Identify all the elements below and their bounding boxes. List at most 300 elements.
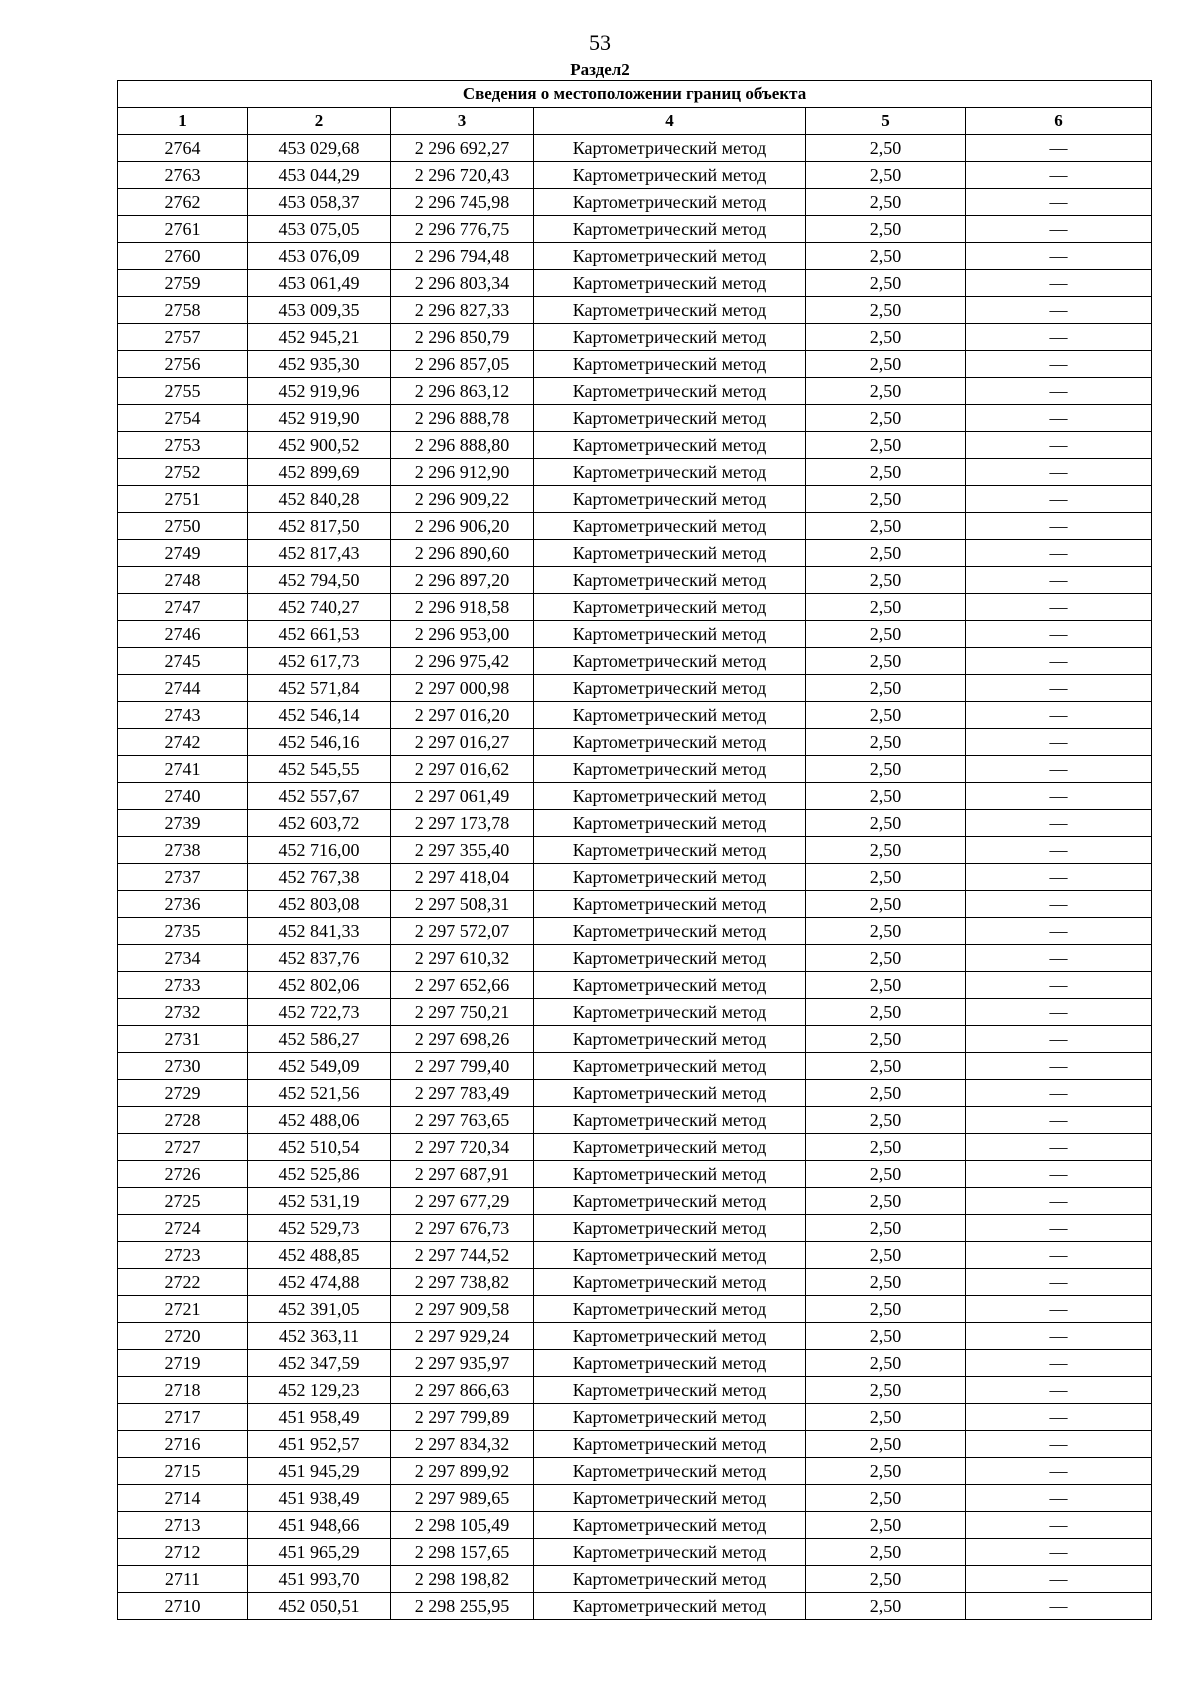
table-row — [118, 1242, 1152, 1269]
accuracy-cell: 2,50 — [806, 1431, 966, 1458]
accuracy-cell: 2,50 — [806, 1215, 966, 1242]
x-coordinate-cell: 452 488,85 — [248, 1242, 391, 1269]
method-cell: Картометрический метод — [534, 1539, 806, 1566]
accuracy-cell: 2,50 — [806, 702, 966, 729]
x-coordinate-cell: 452 347,59 — [248, 1350, 391, 1377]
point-number-cell: 2751 — [118, 486, 248, 513]
table-row — [118, 513, 1152, 540]
description-cell: — — [966, 1323, 1152, 1350]
accuracy-cell: 2,50 — [806, 1161, 966, 1188]
point-number-cell: 2721 — [118, 1296, 248, 1323]
point-number-cell: 2763 — [118, 162, 248, 189]
description-cell: — — [966, 1566, 1152, 1593]
accuracy-cell: 2,50 — [806, 1512, 966, 1539]
point-number-cell: 2722 — [118, 1269, 248, 1296]
method-cell: Картометрический метод — [534, 1323, 806, 1350]
accuracy-cell: 2,50 — [806, 1485, 966, 1512]
description-cell: — — [966, 729, 1152, 756]
accuracy-cell: 2,50 — [806, 162, 966, 189]
accuracy-cell: 2,50 — [806, 945, 966, 972]
description-cell: — — [966, 486, 1152, 513]
accuracy-cell: 2,50 — [806, 648, 966, 675]
accuracy-cell: 2,50 — [806, 729, 966, 756]
method-cell: Картометрический метод — [534, 810, 806, 837]
y-coordinate-cell: 2 296 720,43 — [391, 162, 534, 189]
y-coordinate-cell: 2 297 989,65 — [391, 1485, 534, 1512]
y-coordinate-cell: 2 296 906,20 — [391, 513, 534, 540]
method-cell: Картометрический метод — [534, 1053, 806, 1080]
page-number: 53 — [589, 30, 611, 55]
x-coordinate-cell: 452 521,56 — [248, 1080, 391, 1107]
accuracy-cell: 2,50 — [806, 324, 966, 351]
description-cell: — — [966, 891, 1152, 918]
accuracy-cell: 2,50 — [806, 1080, 966, 1107]
x-coordinate-cell: 453 061,49 — [248, 270, 391, 297]
description-cell: — — [966, 1404, 1152, 1431]
x-coordinate-cell: 452 661,53 — [248, 621, 391, 648]
method-cell: Картометрический метод — [534, 675, 806, 702]
table-row — [118, 135, 1152, 162]
accuracy-cell: 2,50 — [806, 1593, 966, 1620]
x-coordinate-cell: 453 044,29 — [248, 162, 391, 189]
point-number-cell: 2732 — [118, 999, 248, 1026]
description-cell: — — [966, 918, 1152, 945]
x-coordinate-cell: 453 009,35 — [248, 297, 391, 324]
y-coordinate-cell: 2 297 866,63 — [391, 1377, 534, 1404]
point-number-cell: 2714 — [118, 1485, 248, 1512]
y-coordinate-cell: 2 296 863,12 — [391, 378, 534, 405]
accuracy-cell: 2,50 — [806, 1269, 966, 1296]
method-cell: Картометрический метод — [534, 1188, 806, 1215]
point-number-cell: 2761 — [118, 216, 248, 243]
description-cell: — — [966, 1080, 1152, 1107]
x-coordinate-cell: 452 363,11 — [248, 1323, 391, 1350]
method-cell: Картометрический метод — [534, 297, 806, 324]
method-cell: Картометрический метод — [534, 1161, 806, 1188]
method-cell: Картометрический метод — [534, 243, 806, 270]
accuracy-cell: 2,50 — [806, 1026, 966, 1053]
method-cell: Картометрический метод — [534, 486, 806, 513]
table-row — [118, 1215, 1152, 1242]
x-coordinate-cell: 451 945,29 — [248, 1458, 391, 1485]
description-cell: — — [966, 1296, 1152, 1323]
description-cell: — — [966, 1242, 1152, 1269]
method-cell: Картометрический метод — [534, 189, 806, 216]
accuracy-cell: 2,50 — [806, 1107, 966, 1134]
point-number-cell: 2753 — [118, 432, 248, 459]
y-coordinate-cell: 2 296 909,22 — [391, 486, 534, 513]
description-cell: — — [966, 324, 1152, 351]
y-coordinate-cell: 2 297 720,34 — [391, 1134, 534, 1161]
y-coordinate-cell: 2 297 016,62 — [391, 756, 534, 783]
table-row — [118, 1431, 1152, 1458]
table-row — [118, 351, 1152, 378]
table-row — [118, 999, 1152, 1026]
y-coordinate-cell: 2 296 890,60 — [391, 540, 534, 567]
accuracy-cell: 2,50 — [806, 459, 966, 486]
x-coordinate-cell: 452 802,06 — [248, 972, 391, 999]
description-cell: — — [966, 864, 1152, 891]
table-row — [118, 540, 1152, 567]
x-coordinate-cell: 452 603,72 — [248, 810, 391, 837]
method-cell: Картометрический метод — [534, 1512, 806, 1539]
y-coordinate-cell: 2 296 857,05 — [391, 351, 534, 378]
method-cell: Картометрический метод — [534, 459, 806, 486]
description-cell: — — [966, 270, 1152, 297]
description-cell: — — [966, 756, 1152, 783]
table-row — [118, 459, 1152, 486]
x-coordinate-cell: 452 722,73 — [248, 999, 391, 1026]
table-row — [118, 621, 1152, 648]
description-cell: — — [966, 1593, 1152, 1620]
table-row — [118, 1296, 1152, 1323]
x-coordinate-cell: 452 617,73 — [248, 648, 391, 675]
x-coordinate-cell: 453 058,37 — [248, 189, 391, 216]
method-cell: Картометрический метод — [534, 567, 806, 594]
table-row — [118, 1593, 1152, 1620]
method-cell: Картометрический метод — [534, 513, 806, 540]
x-coordinate-cell: 452 549,09 — [248, 1053, 391, 1080]
method-cell: Картометрический метод — [534, 918, 806, 945]
point-number-cell: 2755 — [118, 378, 248, 405]
point-number-cell: 2762 — [118, 189, 248, 216]
method-cell: Картометрический метод — [534, 864, 806, 891]
method-cell: Картометрический метод — [534, 1296, 806, 1323]
description-cell: — — [966, 1512, 1152, 1539]
accuracy-cell: 2,50 — [806, 1566, 966, 1593]
accuracy-cell: 2,50 — [806, 837, 966, 864]
x-coordinate-cell: 452 474,88 — [248, 1269, 391, 1296]
description-cell: — — [966, 1458, 1152, 1485]
method-cell: Картометрический метод — [534, 378, 806, 405]
x-coordinate-cell: 452 837,76 — [248, 945, 391, 972]
method-cell: Картометрический метод — [534, 729, 806, 756]
accuracy-cell: 2,50 — [806, 189, 966, 216]
method-cell: Картометрический метод — [534, 405, 806, 432]
table-caption-row — [118, 81, 1152, 108]
description-cell: — — [966, 972, 1152, 999]
accuracy-cell: 2,50 — [806, 675, 966, 702]
description-cell: — — [966, 432, 1152, 459]
y-coordinate-cell: 2 296 850,79 — [391, 324, 534, 351]
y-coordinate-cell: 2 296 912,90 — [391, 459, 534, 486]
y-coordinate-cell: 2 296 794,48 — [391, 243, 534, 270]
method-cell: Картометрический метод — [534, 1269, 806, 1296]
table-row — [118, 270, 1152, 297]
method-cell: Картометрический метод — [534, 162, 806, 189]
x-coordinate-cell: 452 899,69 — [248, 459, 391, 486]
method-cell: Картометрический метод — [534, 1026, 806, 1053]
point-number-cell: 2723 — [118, 1242, 248, 1269]
accuracy-cell: 2,50 — [806, 1323, 966, 1350]
y-coordinate-cell: 2 297 909,58 — [391, 1296, 534, 1323]
point-number-cell: 2735 — [118, 918, 248, 945]
x-coordinate-cell: 452 841,33 — [248, 918, 391, 945]
point-number-cell: 2718 — [118, 1377, 248, 1404]
accuracy-cell: 2,50 — [806, 1134, 966, 1161]
method-cell: Картометрический метод — [534, 972, 806, 999]
table-row — [118, 1539, 1152, 1566]
y-coordinate-cell: 2 297 799,89 — [391, 1404, 534, 1431]
accuracy-cell: 2,50 — [806, 540, 966, 567]
y-coordinate-cell: 2 297 799,40 — [391, 1053, 534, 1080]
point-number-cell: 2727 — [118, 1134, 248, 1161]
point-number-cell: 2741 — [118, 756, 248, 783]
method-cell: Картометрический метод — [534, 1350, 806, 1377]
point-number-cell: 2764 — [118, 135, 248, 162]
point-number-cell: 2759 — [118, 270, 248, 297]
accuracy-cell: 2,50 — [806, 891, 966, 918]
accuracy-cell: 2,50 — [806, 972, 966, 999]
description-cell: — — [966, 378, 1152, 405]
point-number-cell: 2728 — [118, 1107, 248, 1134]
method-cell: Картометрический метод — [534, 945, 806, 972]
table-row — [118, 1350, 1152, 1377]
y-coordinate-cell: 2 297 763,65 — [391, 1107, 534, 1134]
x-coordinate-cell: 452 817,50 — [248, 513, 391, 540]
y-coordinate-cell: 2 297 000,98 — [391, 675, 534, 702]
table-row — [118, 837, 1152, 864]
table-row — [118, 864, 1152, 891]
description-cell: — — [966, 1539, 1152, 1566]
x-coordinate-cell: 452 129,23 — [248, 1377, 391, 1404]
point-number-cell: 2711 — [118, 1566, 248, 1593]
table-row — [118, 1188, 1152, 1215]
description-cell: — — [966, 459, 1152, 486]
y-coordinate-cell: 2 297 016,20 — [391, 702, 534, 729]
column-number-1: 1 — [118, 108, 248, 135]
x-coordinate-cell: 451 993,70 — [248, 1566, 391, 1593]
accuracy-cell: 2,50 — [806, 270, 966, 297]
description-cell: — — [966, 1269, 1152, 1296]
table-row — [118, 675, 1152, 702]
description-cell: — — [966, 1485, 1152, 1512]
method-cell: Картометрический метод — [534, 351, 806, 378]
method-cell: Картометрический метод — [534, 270, 806, 297]
description-cell: — — [966, 702, 1152, 729]
y-coordinate-cell: 2 297 783,49 — [391, 1080, 534, 1107]
method-cell: Картометрический метод — [534, 135, 806, 162]
x-coordinate-cell: 452 510,54 — [248, 1134, 391, 1161]
point-number-cell: 2742 — [118, 729, 248, 756]
description-cell: — — [966, 189, 1152, 216]
table-row — [118, 1377, 1152, 1404]
accuracy-cell: 2,50 — [806, 1458, 966, 1485]
point-number-cell: 2754 — [118, 405, 248, 432]
accuracy-cell: 2,50 — [806, 1539, 966, 1566]
y-coordinate-cell: 2 297 929,24 — [391, 1323, 534, 1350]
y-coordinate-cell: 2 296 953,00 — [391, 621, 534, 648]
point-number-cell: 2752 — [118, 459, 248, 486]
table-row — [118, 1485, 1152, 1512]
x-coordinate-cell: 451 948,66 — [248, 1512, 391, 1539]
y-coordinate-cell: 2 297 744,52 — [391, 1242, 534, 1269]
method-cell: Картометрический метод — [534, 702, 806, 729]
accuracy-cell: 2,50 — [806, 1242, 966, 1269]
table-row — [118, 405, 1152, 432]
point-number-cell: 2760 — [118, 243, 248, 270]
method-cell: Картометрический метод — [534, 1485, 806, 1512]
column-number-3: 3 — [391, 108, 534, 135]
table-row — [118, 1404, 1152, 1431]
column-number-6: 6 — [966, 108, 1152, 135]
method-cell: Картометрический метод — [534, 648, 806, 675]
method-cell: Картометрический метод — [534, 540, 806, 567]
description-cell: — — [966, 1350, 1152, 1377]
x-coordinate-cell: 452 945,21 — [248, 324, 391, 351]
description-cell: — — [966, 297, 1152, 324]
point-number-cell: 2736 — [118, 891, 248, 918]
point-number-cell: 2745 — [118, 648, 248, 675]
table-row — [118, 891, 1152, 918]
description-cell: — — [966, 1431, 1152, 1458]
table-row — [118, 216, 1152, 243]
x-coordinate-cell: 451 965,29 — [248, 1539, 391, 1566]
accuracy-cell: 2,50 — [806, 621, 966, 648]
method-cell: Картометрический метод — [534, 1080, 806, 1107]
description-cell: — — [966, 1026, 1152, 1053]
y-coordinate-cell: 2 296 776,75 — [391, 216, 534, 243]
point-number-cell: 2712 — [118, 1539, 248, 1566]
description-cell: — — [966, 513, 1152, 540]
y-coordinate-cell: 2 297 418,04 — [391, 864, 534, 891]
method-cell: Картометрический метод — [534, 432, 806, 459]
section-title: Раздел2 — [570, 60, 630, 79]
y-coordinate-cell: 2 298 105,49 — [391, 1512, 534, 1539]
description-cell: — — [966, 594, 1152, 621]
table-row — [118, 918, 1152, 945]
description-cell: — — [966, 648, 1152, 675]
table-row — [118, 648, 1152, 675]
x-coordinate-cell: 452 740,27 — [248, 594, 391, 621]
x-coordinate-cell: 452 525,86 — [248, 1161, 391, 1188]
x-coordinate-cell: 452 586,27 — [248, 1026, 391, 1053]
point-number-cell: 2730 — [118, 1053, 248, 1080]
table-row — [118, 1512, 1152, 1539]
x-coordinate-cell: 452 529,73 — [248, 1215, 391, 1242]
y-coordinate-cell: 2 296 827,33 — [391, 297, 534, 324]
table-row — [118, 432, 1152, 459]
description-cell: — — [966, 810, 1152, 837]
x-coordinate-cell: 452 935,30 — [248, 351, 391, 378]
x-coordinate-cell: 452 840,28 — [248, 486, 391, 513]
x-coordinate-cell: 452 716,00 — [248, 837, 391, 864]
accuracy-cell: 2,50 — [806, 1350, 966, 1377]
table-row — [118, 1134, 1152, 1161]
description-cell: — — [966, 243, 1152, 270]
description-cell: — — [966, 351, 1152, 378]
y-coordinate-cell: 2 296 745,98 — [391, 189, 534, 216]
accuracy-cell: 2,50 — [806, 378, 966, 405]
y-coordinate-cell: 2 297 016,27 — [391, 729, 534, 756]
y-coordinate-cell: 2 297 652,66 — [391, 972, 534, 999]
table-body — [118, 135, 1152, 1620]
x-coordinate-cell: 452 546,16 — [248, 729, 391, 756]
table-row — [118, 297, 1152, 324]
y-coordinate-cell: 2 297 508,31 — [391, 891, 534, 918]
point-number-cell: 2734 — [118, 945, 248, 972]
y-coordinate-cell: 2 296 803,34 — [391, 270, 534, 297]
method-cell: Картометрический метод — [534, 756, 806, 783]
accuracy-cell: 2,50 — [806, 243, 966, 270]
point-number-cell: 2756 — [118, 351, 248, 378]
description-cell: — — [966, 999, 1152, 1026]
accuracy-cell: 2,50 — [806, 594, 966, 621]
point-number-cell: 2749 — [118, 540, 248, 567]
x-coordinate-cell: 453 029,68 — [248, 135, 391, 162]
description-cell: — — [966, 1161, 1152, 1188]
method-cell: Картометрический метод — [534, 1242, 806, 1269]
point-number-cell: 2740 — [118, 783, 248, 810]
accuracy-cell: 2,50 — [806, 783, 966, 810]
x-coordinate-cell: 453 075,05 — [248, 216, 391, 243]
x-coordinate-cell: 452 919,96 — [248, 378, 391, 405]
table-row — [118, 594, 1152, 621]
accuracy-cell: 2,50 — [806, 567, 966, 594]
description-cell: — — [966, 1188, 1152, 1215]
x-coordinate-cell: 452 050,51 — [248, 1593, 391, 1620]
point-number-cell: 2748 — [118, 567, 248, 594]
accuracy-cell: 2,50 — [806, 351, 966, 378]
point-number-cell: 2737 — [118, 864, 248, 891]
y-coordinate-cell: 2 297 173,78 — [391, 810, 534, 837]
x-coordinate-cell: 452 488,06 — [248, 1107, 391, 1134]
y-coordinate-cell: 2 297 935,97 — [391, 1350, 534, 1377]
accuracy-cell: 2,50 — [806, 297, 966, 324]
method-cell: Картометрический метод — [534, 1377, 806, 1404]
accuracy-cell: 2,50 — [806, 756, 966, 783]
y-coordinate-cell: 2 296 888,80 — [391, 432, 534, 459]
y-coordinate-cell: 2 296 897,20 — [391, 567, 534, 594]
y-coordinate-cell: 2 297 355,40 — [391, 837, 534, 864]
y-coordinate-cell: 2 297 572,07 — [391, 918, 534, 945]
accuracy-cell: 2,50 — [806, 1377, 966, 1404]
x-coordinate-cell: 452 545,55 — [248, 756, 391, 783]
y-coordinate-cell: 2 297 687,91 — [391, 1161, 534, 1188]
x-coordinate-cell: 452 391,05 — [248, 1296, 391, 1323]
point-number-cell: 2738 — [118, 837, 248, 864]
point-number-cell: 2731 — [118, 1026, 248, 1053]
table-row — [118, 1161, 1152, 1188]
method-cell: Картометрический метод — [534, 1404, 806, 1431]
table-caption: Сведения о местоположении границ объекта — [118, 81, 1152, 108]
accuracy-cell: 2,50 — [806, 513, 966, 540]
method-cell: Картометрический метод — [534, 783, 806, 810]
point-number-cell: 2747 — [118, 594, 248, 621]
x-coordinate-cell: 452 794,50 — [248, 567, 391, 594]
accuracy-cell: 2,50 — [806, 918, 966, 945]
x-coordinate-cell: 452 531,19 — [248, 1188, 391, 1215]
x-coordinate-cell: 452 900,52 — [248, 432, 391, 459]
y-coordinate-cell: 2 296 888,78 — [391, 405, 534, 432]
y-coordinate-cell: 2 297 061,49 — [391, 783, 534, 810]
method-cell: Картометрический метод — [534, 837, 806, 864]
x-coordinate-cell: 452 571,84 — [248, 675, 391, 702]
method-cell: Картометрический метод — [534, 1566, 806, 1593]
y-coordinate-cell: 2 297 698,26 — [391, 1026, 534, 1053]
method-cell: Картометрический метод — [534, 1458, 806, 1485]
x-coordinate-cell: 451 958,49 — [248, 1404, 391, 1431]
table-row — [118, 783, 1152, 810]
accuracy-cell: 2,50 — [806, 135, 966, 162]
method-cell: Картометрический метод — [534, 1593, 806, 1620]
method-cell: Картометрический метод — [534, 891, 806, 918]
accuracy-cell: 2,50 — [806, 864, 966, 891]
y-coordinate-cell: 2 298 198,82 — [391, 1566, 534, 1593]
description-cell: — — [966, 1215, 1152, 1242]
x-coordinate-cell: 452 817,43 — [248, 540, 391, 567]
description-cell: — — [966, 135, 1152, 162]
